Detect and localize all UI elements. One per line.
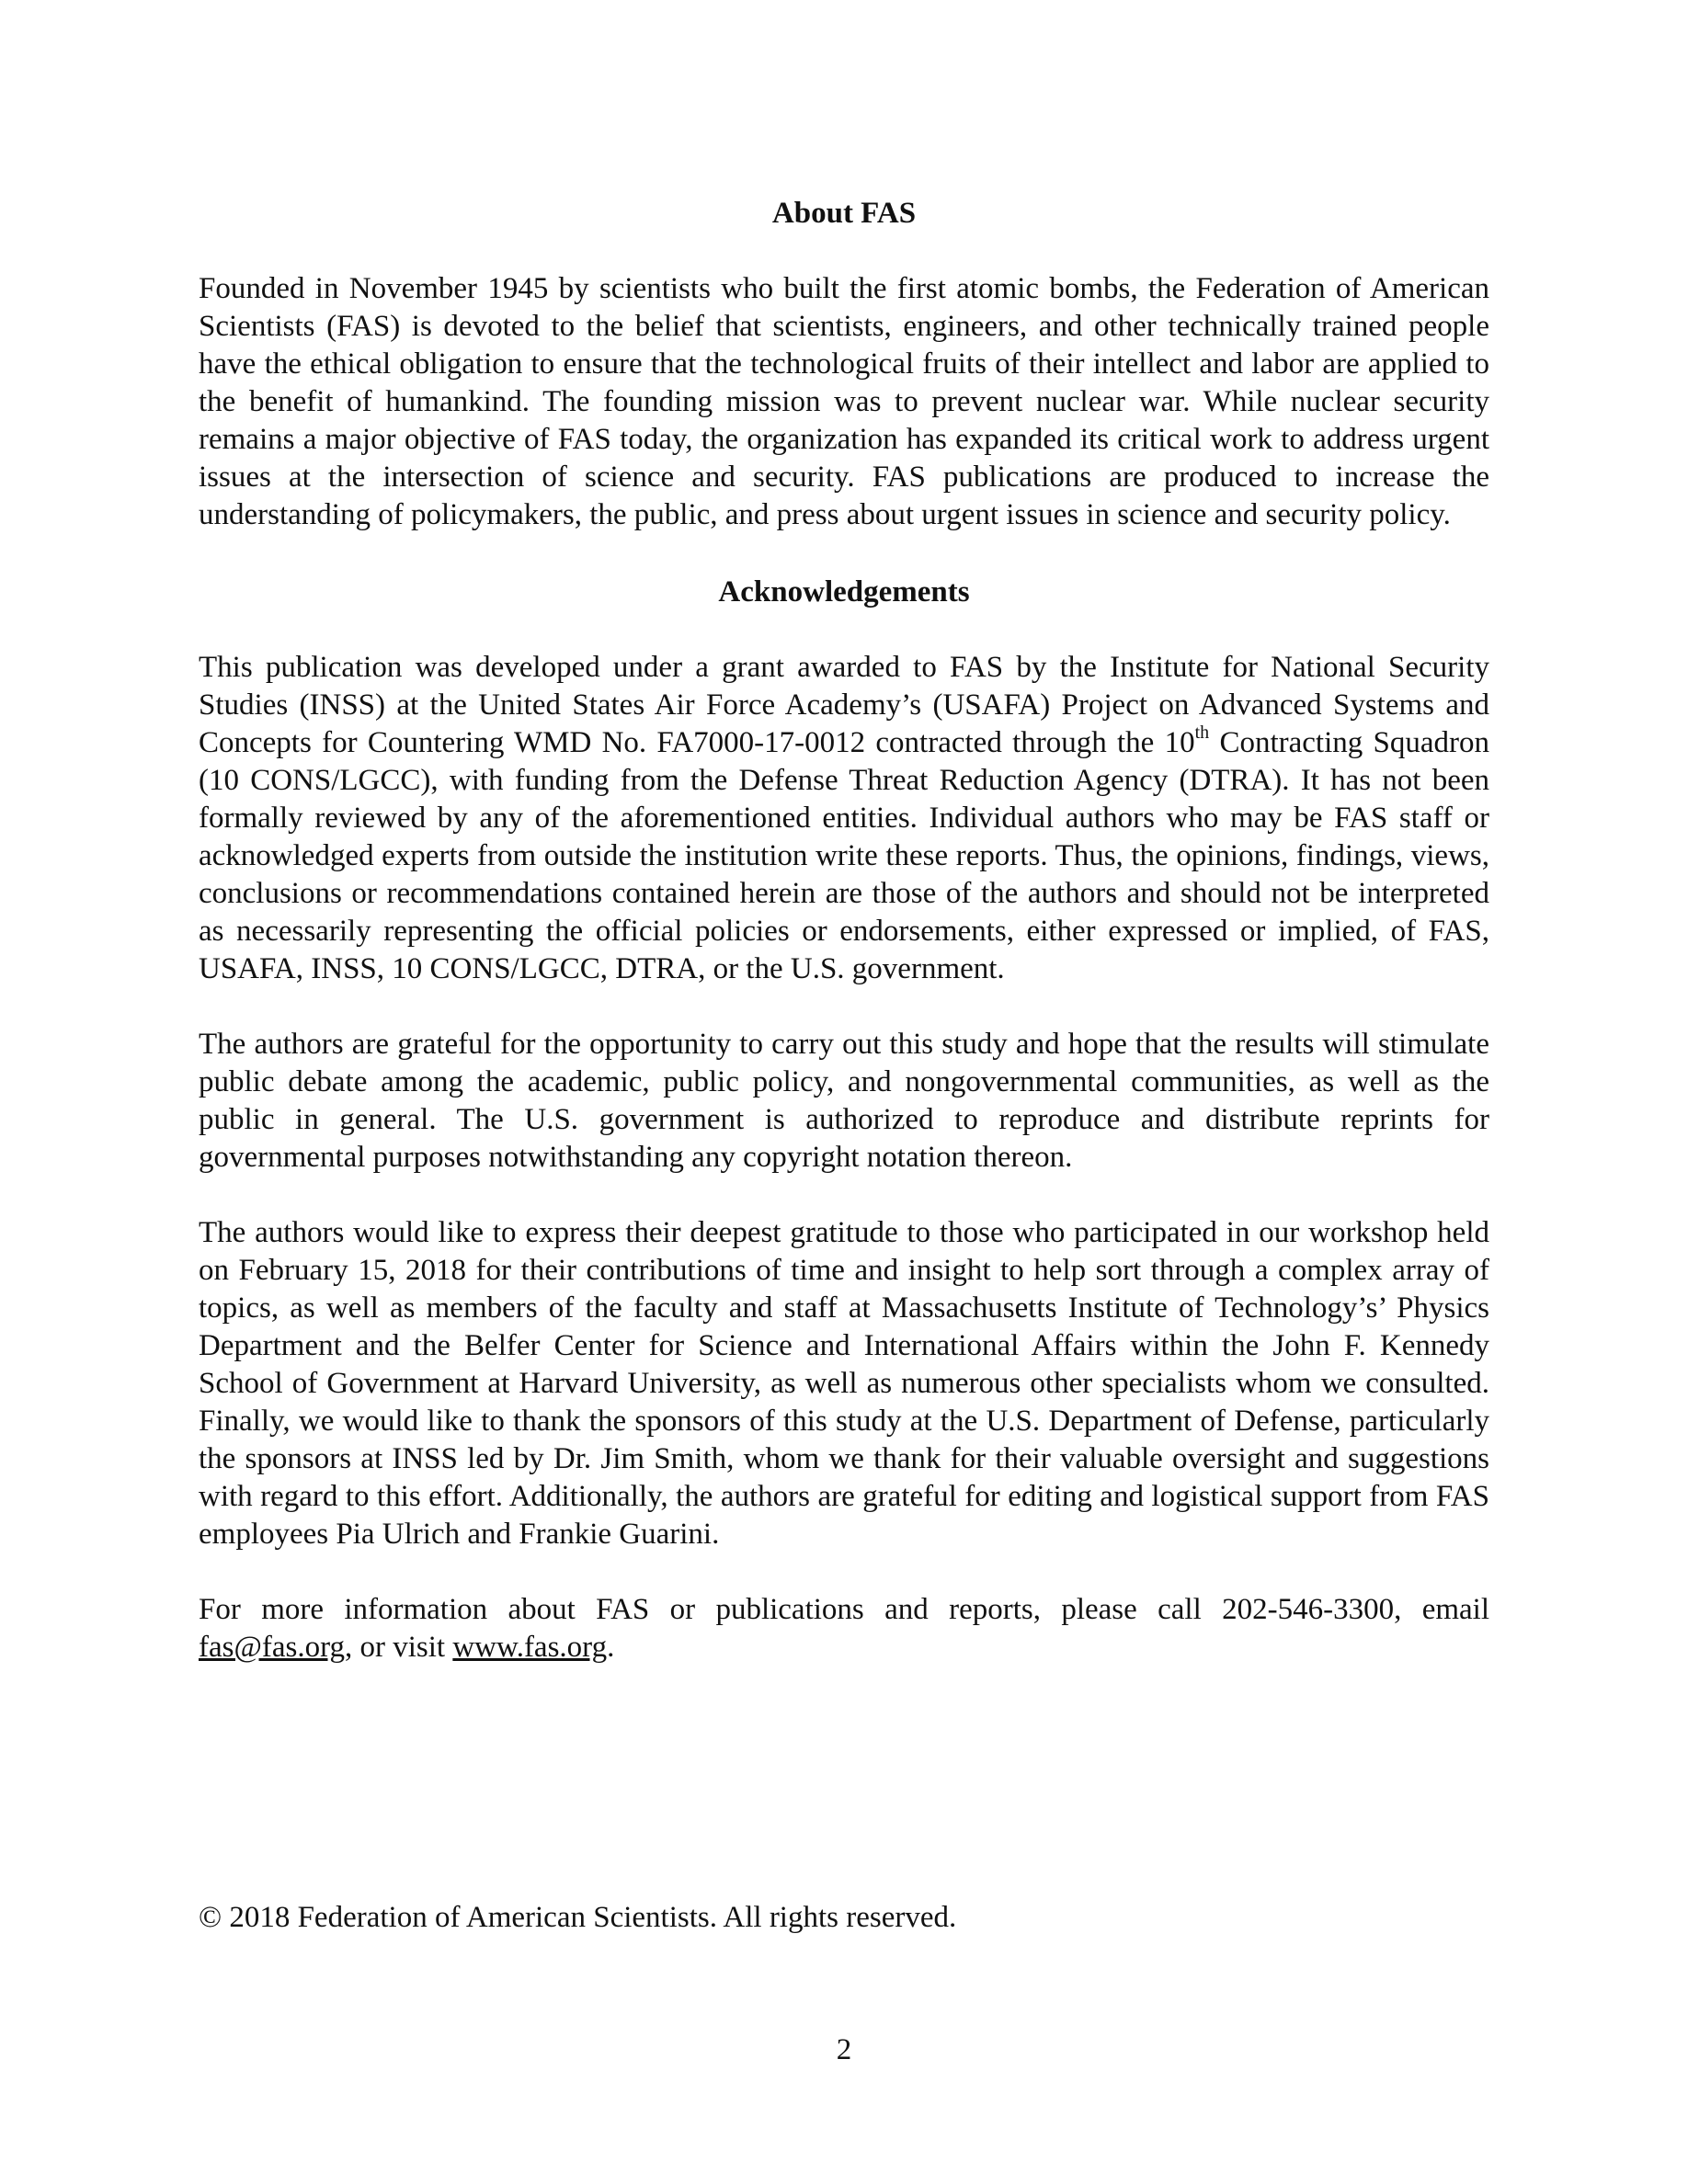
- page-content: [199, 195, 1489, 1666]
- ack-p1-text: This publication was developed under a grant awarded to FAS by the Institute for National Security Studies (INSS) at the United States Air Force Academy’s (USAFA) Project on Advanced Systems and Concepts for Countering WMD No. FA7000-17-0012 contracted through the 10: [199, 651, 1489, 759]
- contact-text: For more information about FAS or publications and reports, please call 202-546-3300, email: [199, 1593, 1489, 1626]
- copyright-notice: © 2018 Federation of American Scientists. All rights reserved.: [199, 1901, 957, 1934]
- acknowledgements-heading: Acknowledgements: [718, 575, 970, 609]
- ordinal-superscript: th: [1194, 722, 1210, 743]
- ack-p1-text-continued: Contracting Squadron (10 CONS/LGCC), with funding from the Defense Threat Reduction Agency (DTRA). It has not been formally reviewed by any of the aforementioned entities. Individual authors who may be FAS staff or acknowledged experts from outside the institution write these reports. Thus, the opinions, findings, views, conclusions or recommendations contained herein are those of the authors and should not be interpreted as necessarily representing the official policies or endorsements, either expressed or implied, of FAS, USAFA, INSS, 10 CONS/LGCC, DTRA, or the U.S. government.: [199, 726, 1489, 985]
- contact-text-mid: , or visit: [345, 1631, 453, 1664]
- acknowledgements-paragraph-2: The authors are grateful for the opportunity to carry out this study and hope that the results will stimulate public debate among the academic, public policy, and nongovernmental communities, as well as the public in general. The U.S. government is authorized to reproduce and distribute reprints for governmental purposes notwithstanding any copyright notation thereon.: [199, 1028, 1489, 1174]
- contact-paragraph: [199, 1591, 1489, 1666]
- email-link[interactable]: fas@fas.org: [199, 1631, 345, 1664]
- about-heading: About FAS: [771, 197, 917, 230]
- website-link[interactable]: www.fas.org: [452, 1631, 608, 1664]
- acknowledgements-paragraph-1: [199, 649, 1489, 988]
- page-number: 2: [836, 2033, 852, 2066]
- contact-text-end: .: [607, 1631, 615, 1664]
- acknowledgements-paragraph-3: The authors would like to express their deepest gratitude to those who participated in our workshop held on February 15, 2018 for their contributions of time and insight to help sort through a complex array of topics, as well as members of the faculty and staff at Massachusetts Institute of Technology’s’ Physics Department and the Belfer Center for Science and International Affairs within the John F. Kennedy School of Government at Harvard University, as well as numerous other specialists whom we consulted. Finally, we would like to thank the sponsors of this study at the U.S. Department of Defense, particularly the sponsors at INSS led by Dr. Jim Smith, whom we thank for their valuable oversight and suggestions with regard to this effort. Additionally, the authors are grateful for editing and logistical support from FAS employees Pia Ulrich and Frankie Guarini.: [199, 1216, 1489, 1551]
- about-paragraph: Founded in November 1945 by scientists who built the first atomic bombs, the Federation of American Scientists (FAS) is devoted to the belief that scientists, engineers, and other technically trained people have the ethical obligation to ensure that the technological fruits of their intellect and labor are applied to the benefit of humankind. The founding mission was to prevent nuclear war. While nuclear security remains a major objective of FAS today, the organization has expanded its critical work to address urgent issues at the intersection of science and security. FAS publications are produced to increase the understanding of policymakers, the public, and press about urgent issues in science and security policy.: [199, 272, 1489, 531]
